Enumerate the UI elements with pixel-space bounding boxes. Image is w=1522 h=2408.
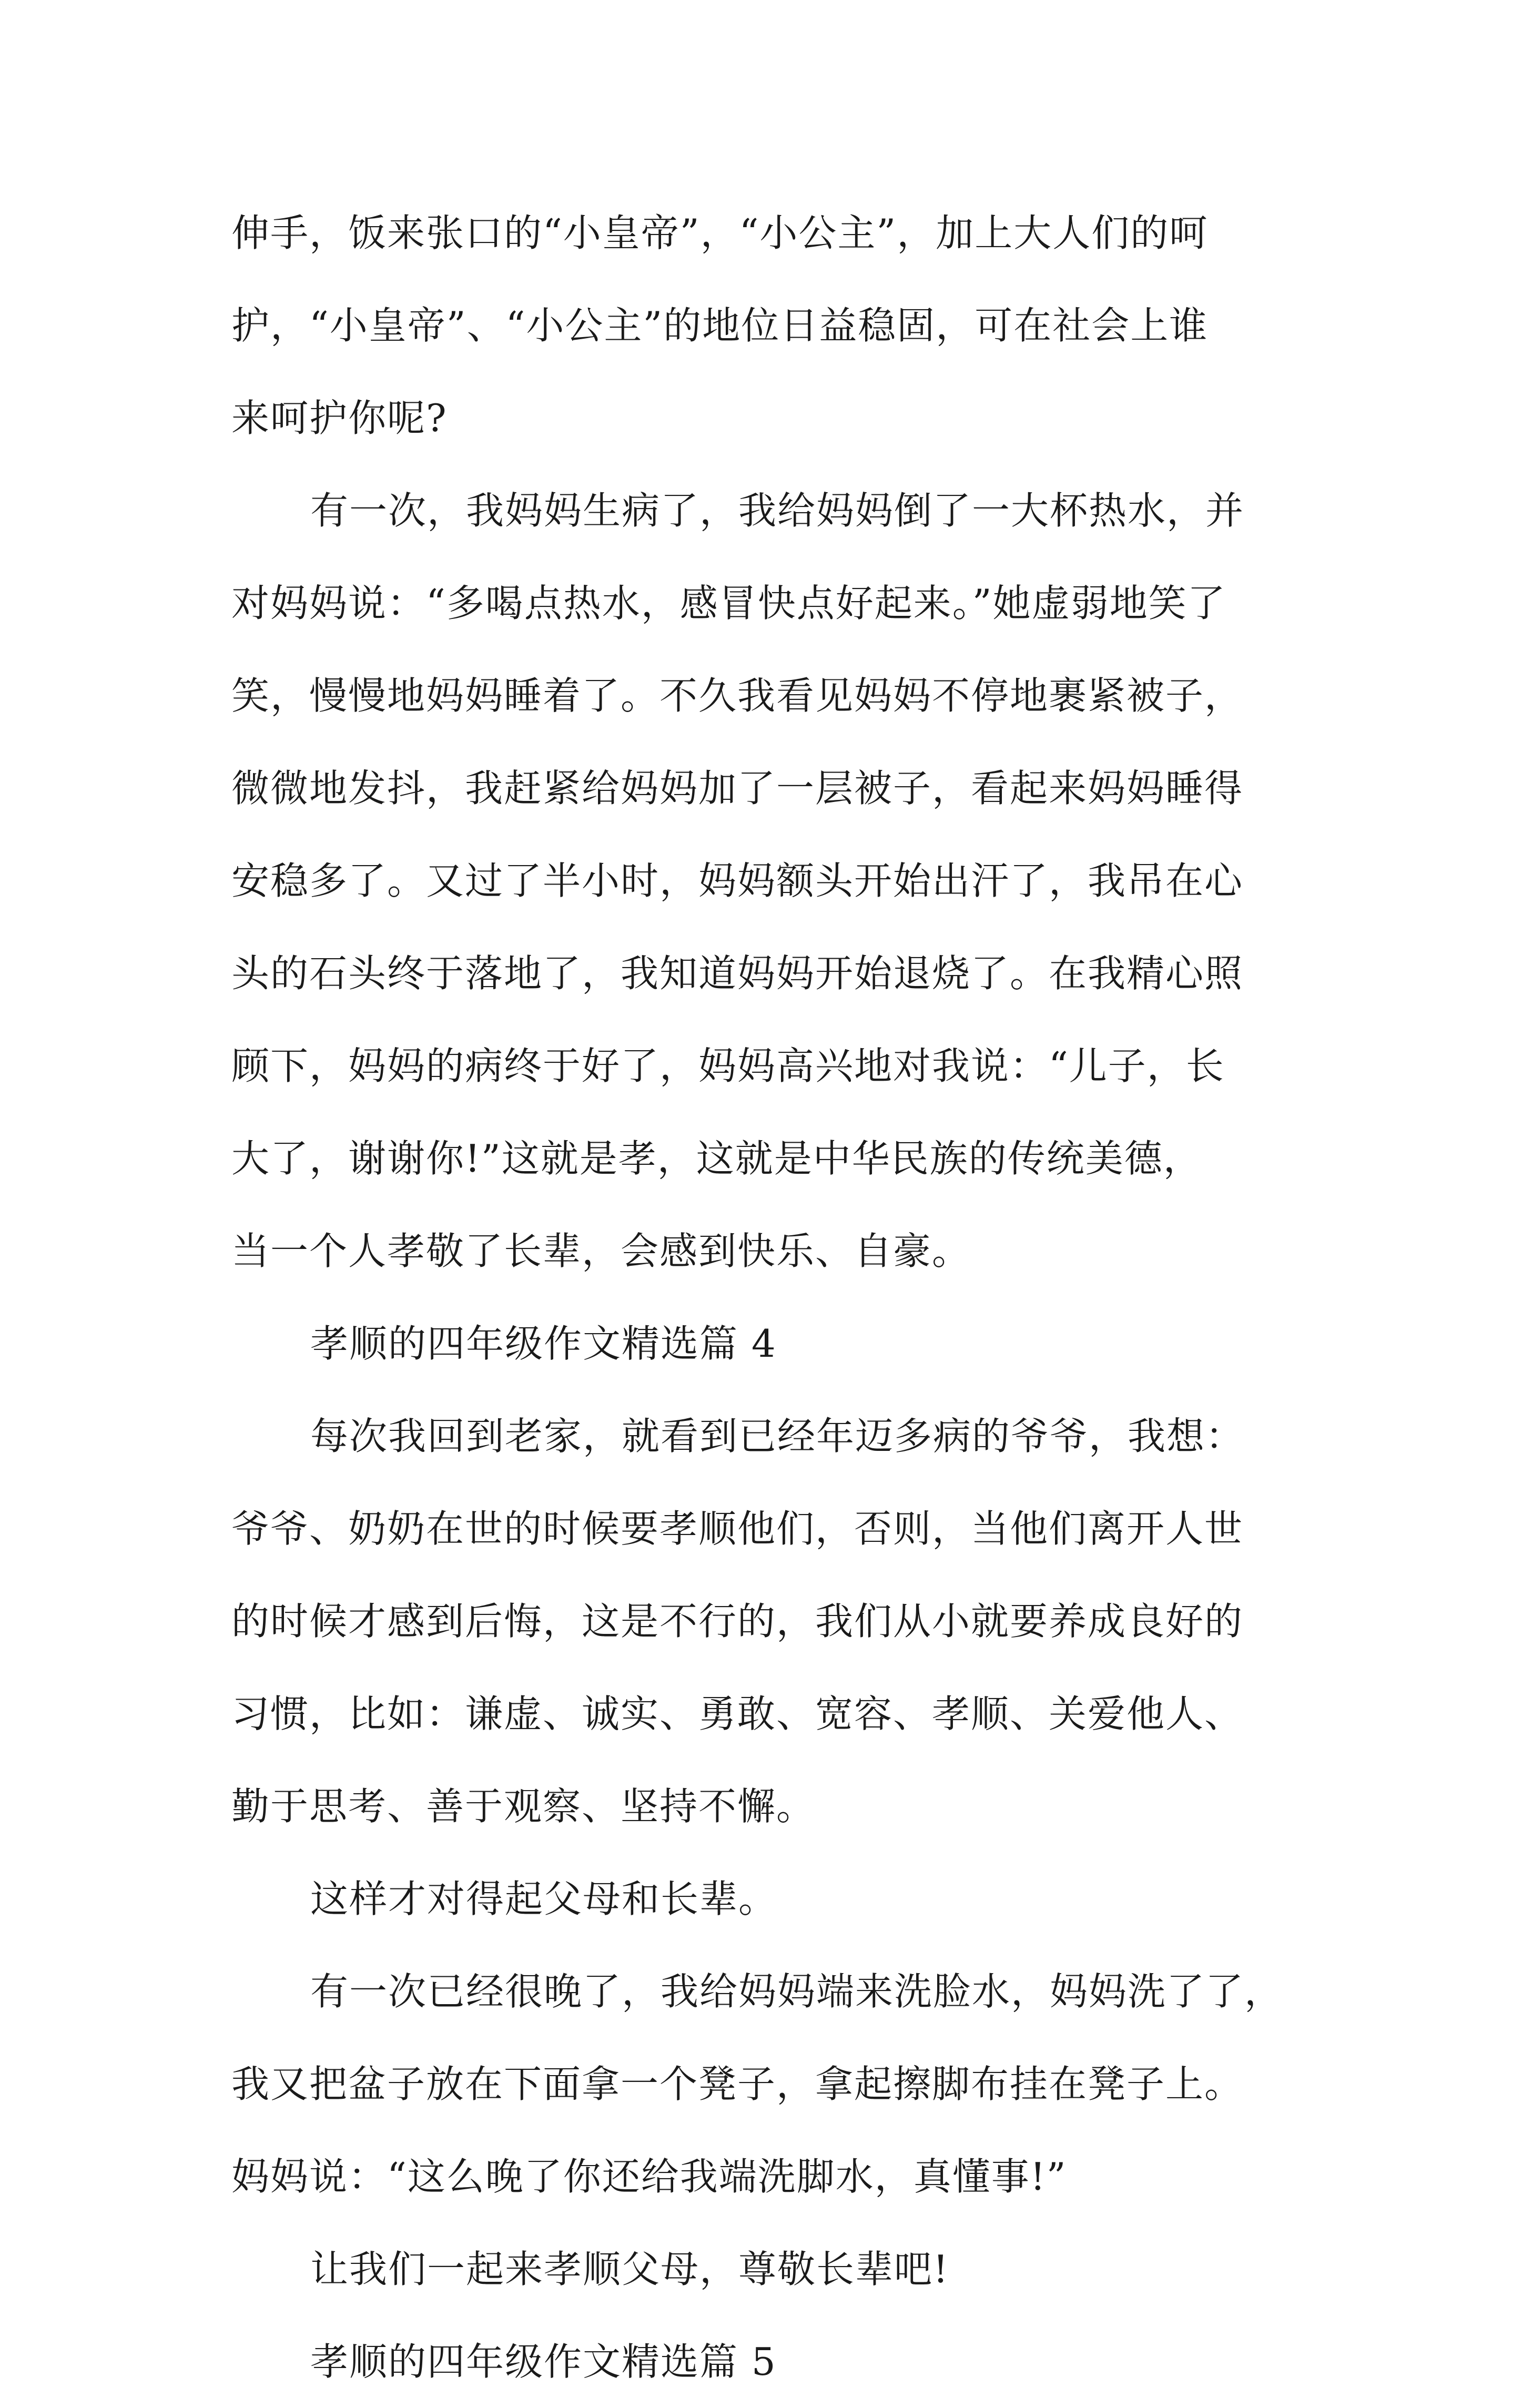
text-line: 勤于思考、善于观察、坚持不懈。 xyxy=(231,1784,816,1828)
section-heading: 孝顺的四年级作文精选篇 4 xyxy=(310,1322,777,1366)
text-line: 来呵护你呢? xyxy=(231,396,448,440)
document-body xyxy=(231,187,1325,2408)
section-heading: 孝顺的四年级作文精选篇 5 xyxy=(310,2340,777,2384)
text-line: 我又把盆子放在下面拿一个凳子，拿起擦脚布挂在凳子上。 xyxy=(231,2062,1244,2106)
paragraph-start-line: 有一次，我妈妈生病了，我给妈妈倒了一大杯热水，并 xyxy=(310,489,1245,533)
text-line: 妈妈说：“这么晚了你还给我端洗脚水，真懂事!” xyxy=(231,2155,1067,2199)
text-line: 护，“小皇帝”、“小公主”的地位日益稳固，可在社会上谁 xyxy=(231,303,1209,348)
text-line: 顾下，妈妈的病终于好了，妈妈高兴地对我说：“儿子，长 xyxy=(231,1044,1225,1088)
text-line: 习惯，比如：谦虚、诚实、勇敢、宽容、孝顺、关爱他人、 xyxy=(231,1692,1244,1736)
text-line: 安稳多了。又过了半小时，妈妈额头开始出汗了，我吊在心 xyxy=(231,859,1244,903)
paragraph-start-line: 这样才对得起父母和长辈。 xyxy=(310,1877,778,1921)
text-line: 对妈妈说：“多喝点热水，感冒快点好起来。”她虚弱地笑了 xyxy=(231,581,1226,625)
paragraph-start-line: 每次我回到老家，就看到已经年迈多病的爷爷，我想： xyxy=(310,1414,1245,1458)
text-line: 笑，慢慢地妈妈睡着了。不久我看见妈妈不停地裹紧被子， xyxy=(231,674,1244,718)
text-line: 的时候才感到后悔，这是不行的，我们从小就要养成良好的 xyxy=(231,1599,1244,1643)
paragraph-start-line: 让我们一起来孝顺父母，尊敬长辈吧! xyxy=(310,2247,949,2291)
text-line: 当一个人孝敬了长辈，会感到快乐、自豪。 xyxy=(231,1229,971,1273)
text-line: 爷爷、奶奶在世的时候要孝顺他们，否则，当他们离开人世 xyxy=(231,1507,1244,1551)
text-line: 微微地发抖，我赶紧给妈妈加了一层被子，看起来妈妈睡得 xyxy=(231,766,1244,810)
text-line: 伸手，饭来张口的“小皇帝”，“小公主”，加上大人们的呵 xyxy=(231,211,1209,255)
text-line: 头的石头终于落地了，我知道妈妈开始退烧了。在我精心照 xyxy=(231,951,1244,995)
text-line: 大了，谢谢你!”这就是孝，这就是中华民族的传统美德， xyxy=(231,1136,1202,1181)
paragraph-start-line: 有一次已经很晚了，我给妈妈端来洗脸水，妈妈洗了了， xyxy=(310,1969,1284,2014)
